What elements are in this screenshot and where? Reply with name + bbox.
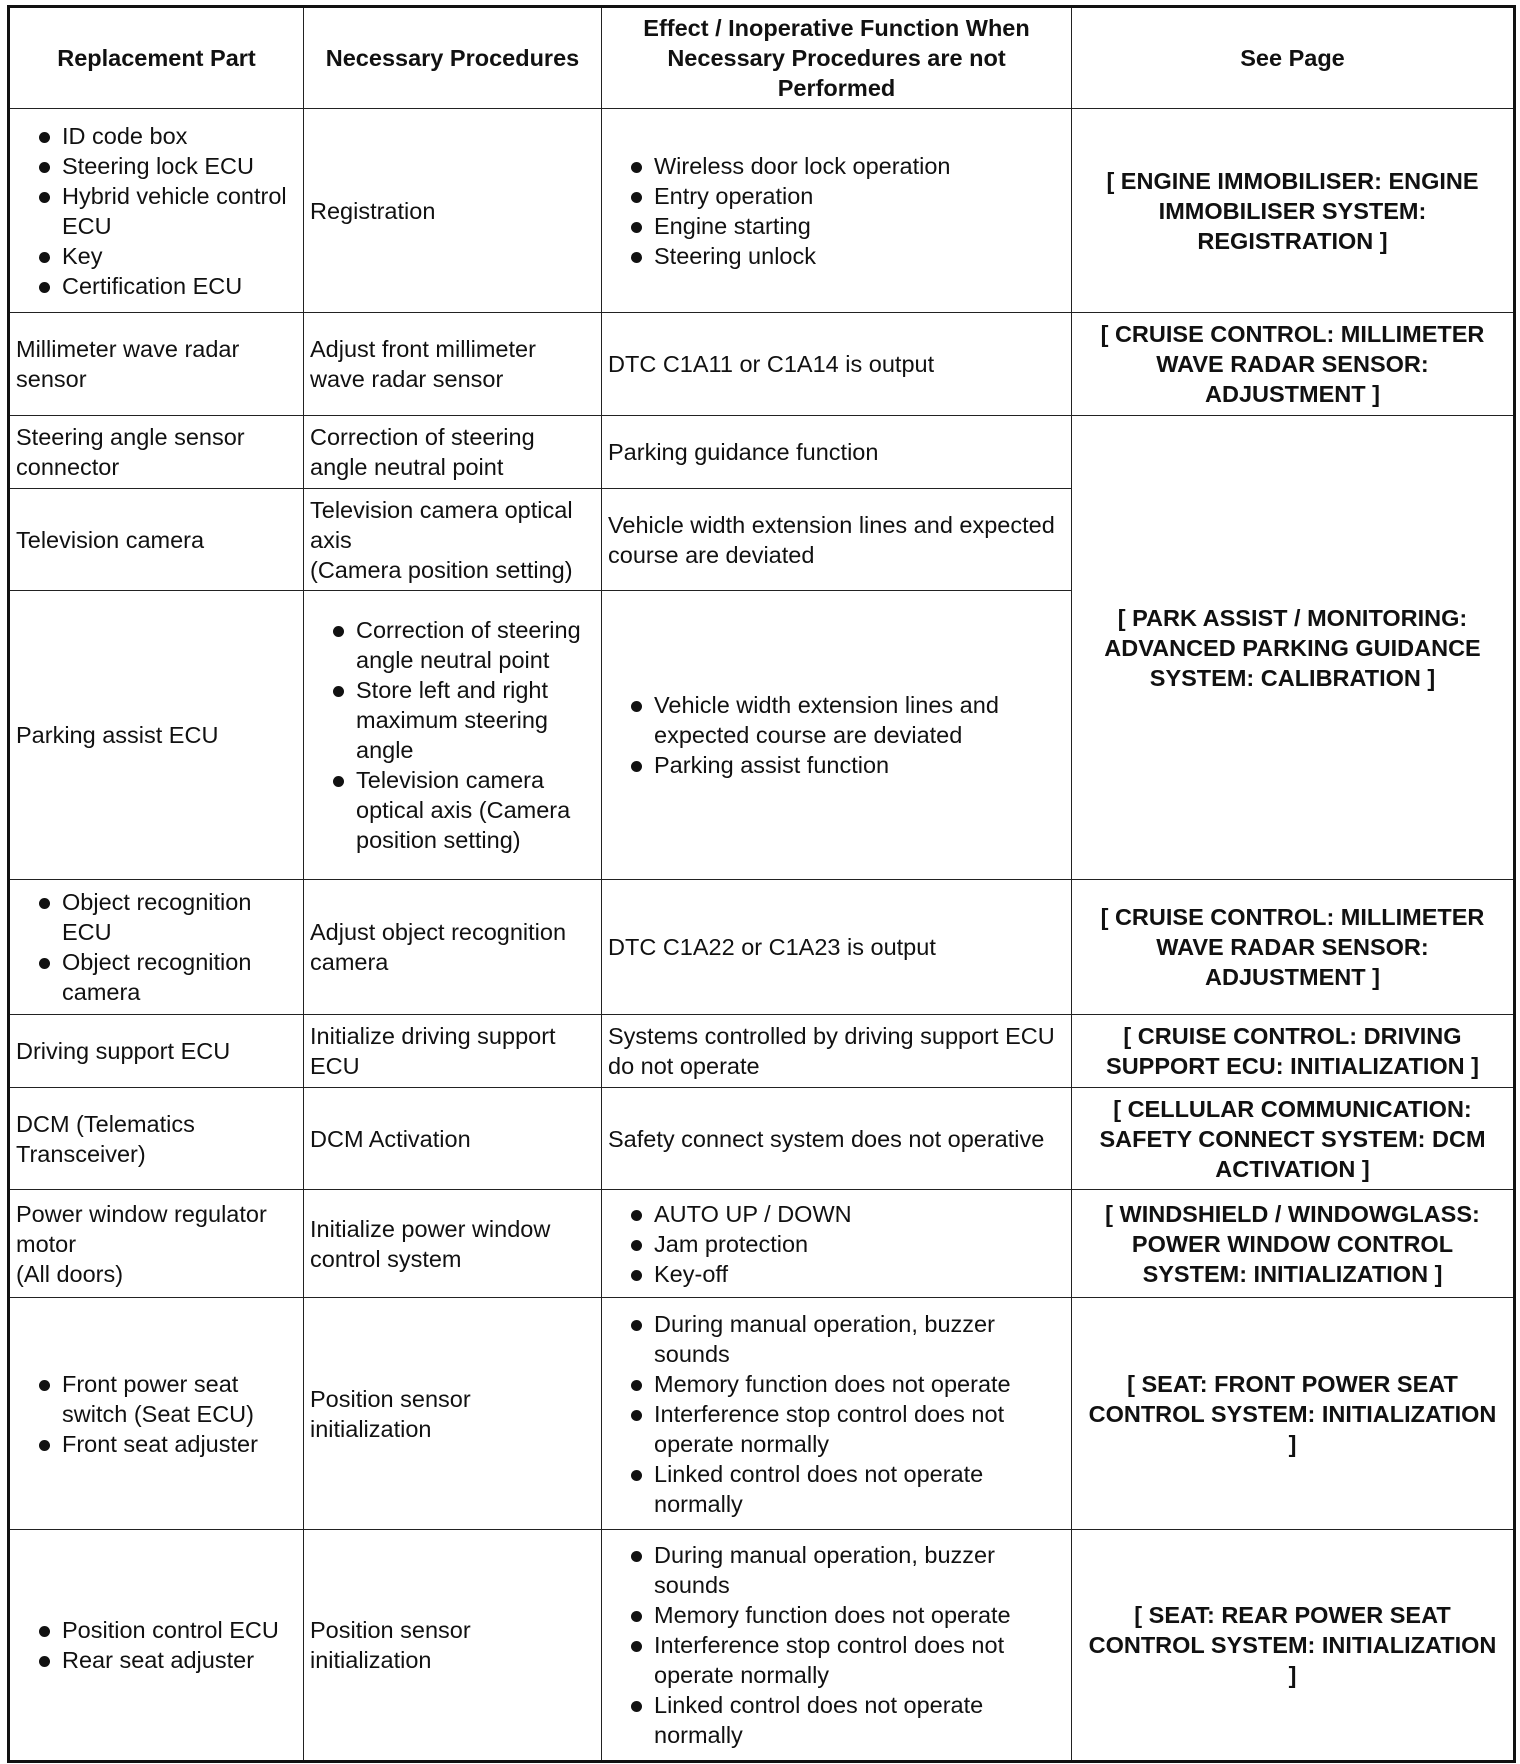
- effect-cell: DTC C1A11 or C1A14 is output: [602, 313, 1072, 416]
- see-page-cell: [ CRUISE CONTROL: DRIVING SUPPORT ECU: INITIALIZATION ]: [1072, 1015, 1515, 1088]
- effect-cell: Parking guidance function: [602, 416, 1072, 489]
- list-item: Linked control does not operate normally: [608, 1459, 1065, 1519]
- effect-cell: [602, 1190, 1072, 1298]
- effect-list: [608, 1199, 1065, 1289]
- list-item: Wireless door lock operation: [608, 151, 1065, 181]
- list-item: Hybrid vehicle control ECU: [16, 181, 297, 241]
- procedure-cell: Initialize power window control system: [304, 1190, 602, 1298]
- replacement-procedures-table: [7, 5, 1516, 1763]
- effect-cell: Safety connect system does not operative: [602, 1088, 1072, 1190]
- header-replacement-part: Replacement Part: [9, 7, 304, 109]
- list-item: Vehicle width extension lines and expected course are deviated: [608, 690, 1065, 750]
- replacement-part-list: [16, 121, 297, 301]
- procedure-cell: [304, 489, 602, 591]
- see-page-cell: [ WINDSHIELD / WINDOWGLASS: POWER WINDOW CONTROL SYSTEM: INITIALIZATION ]: [1072, 1190, 1515, 1298]
- procedure-cell: Correction of steering angle neutral point: [304, 416, 602, 489]
- header-effect: Effect / Inoperative Function When Necessary Procedures are not Performed: [602, 7, 1072, 109]
- list-item: During manual operation, buzzer sounds: [608, 1540, 1065, 1600]
- effect-list: [608, 151, 1065, 271]
- procedure-cell: Initialize driving support ECU: [304, 1015, 602, 1088]
- table-row: [9, 1015, 1515, 1088]
- effect-cell: [602, 591, 1072, 880]
- list-item: Front power seat switch (Seat ECU): [16, 1369, 297, 1429]
- table-row: [9, 1530, 1515, 1762]
- list-item: Object recognition camera: [16, 947, 297, 1007]
- procedure-line: Television camera optical axis: [310, 496, 573, 553]
- effect-cell: Vehicle width extension lines and expected course are deviated: [602, 489, 1072, 591]
- effect-list: [608, 690, 1065, 780]
- replacement-part-cell: [9, 1298, 304, 1530]
- table-row: [9, 109, 1515, 313]
- list-item: Entry operation: [608, 181, 1065, 211]
- list-item: Linked control does not operate normally: [608, 1690, 1065, 1750]
- part-line: (All doors): [16, 1260, 124, 1287]
- list-item: Television camera optical axis (Camera position setting): [310, 765, 595, 855]
- table-row: [9, 416, 1515, 489]
- list-item: Key-off: [608, 1259, 1065, 1289]
- replacement-part-cell: [9, 1190, 304, 1298]
- list-item: Certification ECU: [16, 271, 297, 301]
- list-item: During manual operation, buzzer sounds: [608, 1309, 1065, 1369]
- see-page-cell: [ SEAT: REAR POWER SEAT CONTROL SYSTEM: INITIALIZATION ]: [1072, 1530, 1515, 1762]
- list-item: Key: [16, 241, 297, 271]
- list-item: Engine starting: [608, 211, 1065, 241]
- replacement-part-cell: Driving support ECU: [9, 1015, 304, 1088]
- part-line: Power window regulator motor: [16, 1200, 267, 1257]
- list-item: Steering lock ECU: [16, 151, 297, 181]
- procedure-cell: Adjust front millimeter wave radar sensor: [304, 313, 602, 416]
- list-item: AUTO UP / DOWN: [608, 1199, 1065, 1229]
- procedure-cell: DCM Activation: [304, 1088, 602, 1190]
- see-page-cell: [ PARK ASSIST / MONITORING: ADVANCED PARKING GUIDANCE SYSTEM: CALIBRATION ]: [1072, 416, 1515, 880]
- table-row: [9, 1298, 1515, 1530]
- list-item: Front seat adjuster: [16, 1429, 297, 1459]
- header-row: [9, 7, 1515, 109]
- replacement-part-cell: Steering angle sensor connector: [9, 416, 304, 489]
- list-item: Memory function does not operate: [608, 1369, 1065, 1399]
- see-page-cell: [ SEAT: FRONT POWER SEAT CONTROL SYSTEM: INITIALIZATION ]: [1072, 1298, 1515, 1530]
- replacement-part-cell: Millimeter wave radar sensor: [9, 313, 304, 416]
- procedure-line: (Camera position setting): [310, 556, 573, 583]
- replacement-part-list: [16, 1369, 297, 1459]
- list-item: Position control ECU: [16, 1615, 297, 1645]
- list-item: Interference stop control does not operate normally: [608, 1630, 1065, 1690]
- procedure-cell: [304, 591, 602, 880]
- list-item: Jam protection: [608, 1229, 1065, 1259]
- see-page-cell: [ CRUISE CONTROL: MILLIMETER WAVE RADAR SENSOR: ADJUSTMENT ]: [1072, 313, 1515, 416]
- replacement-part-cell: Parking assist ECU: [9, 591, 304, 880]
- effect-cell: Systems controlled by driving support ECU do not operate: [602, 1015, 1072, 1088]
- effect-list: [608, 1540, 1065, 1750]
- replacement-part-list: [16, 1615, 297, 1675]
- list-item: Correction of steering angle neutral point: [310, 615, 595, 675]
- see-page-cell: [ CRUISE CONTROL: MILLIMETER WAVE RADAR SENSOR: ADJUSTMENT ]: [1072, 880, 1515, 1015]
- replacement-part-cell: [9, 1530, 304, 1762]
- effect-cell: DTC C1A22 or C1A23 is output: [602, 880, 1072, 1015]
- effect-cell: [602, 109, 1072, 313]
- header-see-page: See Page: [1072, 7, 1515, 109]
- list-item: Memory function does not operate: [608, 1600, 1065, 1630]
- effect-cell: [602, 1298, 1072, 1530]
- procedure-cell: Position sensor initialization: [304, 1298, 602, 1530]
- replacement-part-cell: [9, 880, 304, 1015]
- procedure-cell: Adjust object recognition camera: [304, 880, 602, 1015]
- table-row: [9, 1190, 1515, 1298]
- see-page-cell: [ CELLULAR COMMUNICATION: SAFETY CONNECT SYSTEM: DCM ACTIVATION ]: [1072, 1088, 1515, 1190]
- table-row: [9, 880, 1515, 1015]
- replacement-part-list: [16, 887, 297, 1007]
- list-item: Store left and right maximum steering angle: [310, 675, 595, 765]
- list-item: Interference stop control does not operate normally: [608, 1399, 1065, 1459]
- table-row: [9, 1088, 1515, 1190]
- see-page-cell: [ ENGINE IMMOBILISER: ENGINE IMMOBILISER SYSTEM: REGISTRATION ]: [1072, 109, 1515, 313]
- replacement-part-cell: DCM (Telematics Transceiver): [9, 1088, 304, 1190]
- effect-list: [608, 1309, 1065, 1519]
- list-item: Object recognition ECU: [16, 887, 297, 947]
- table-row: [9, 313, 1515, 416]
- list-item: Rear seat adjuster: [16, 1645, 297, 1675]
- effect-cell: [602, 1530, 1072, 1762]
- procedure-cell: Position sensor initialization: [304, 1530, 602, 1762]
- procedure-cell: Registration: [304, 109, 602, 313]
- list-item: Steering unlock: [608, 241, 1065, 271]
- header-necessary-procedures: Necessary Procedures: [304, 7, 602, 109]
- list-item: ID code box: [16, 121, 297, 151]
- procedure-list: [310, 615, 595, 855]
- replacement-part-cell: Television camera: [9, 489, 304, 591]
- replacement-part-cell: [9, 109, 304, 313]
- list-item: Parking assist function: [608, 750, 1065, 780]
